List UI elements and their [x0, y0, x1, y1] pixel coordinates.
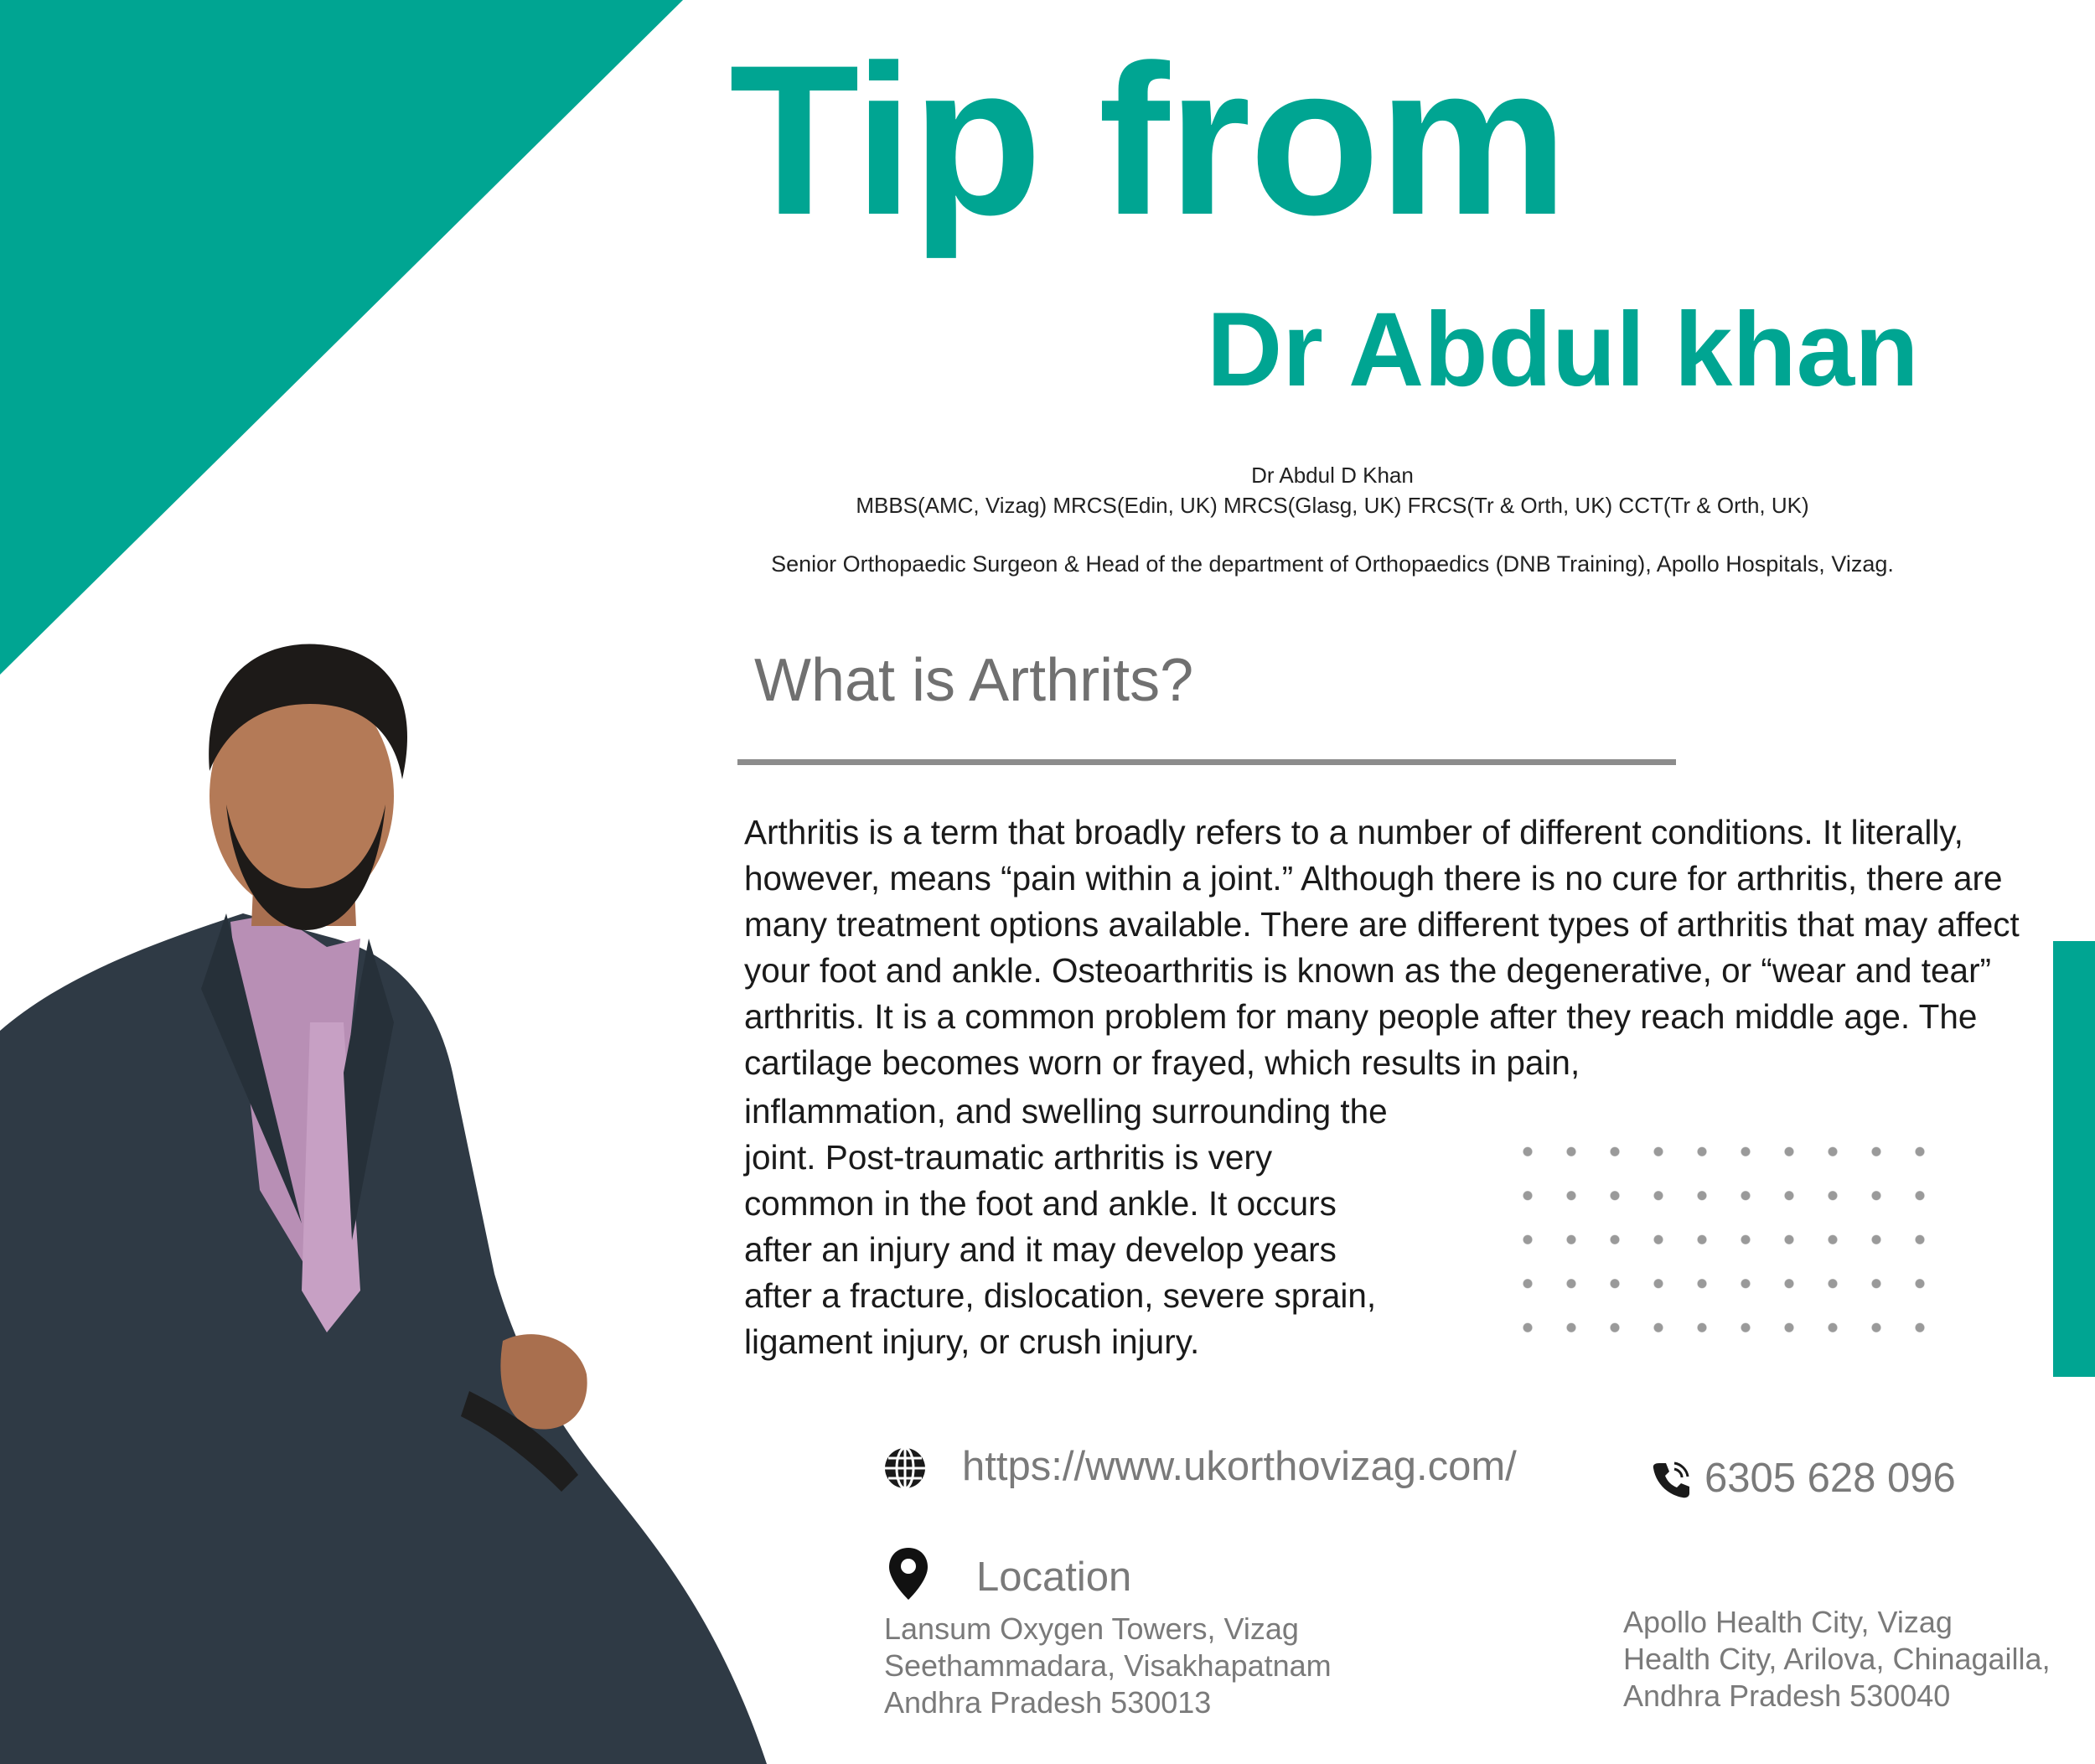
body-paragraph-1: Arthritis is a term that broadly refers to a number of different conditions. It literally, however, means “pain within a joint.” Although there is no cure for arthritis, there are many treatment options available. There are different types of arthritis that may affect your foot and ankle. Osteoarthritis is known as the degenerative, or “wear and tear” arthritis. It is a common problem for many people after they reach middle age. The cartilage becomes worn or frayed, which results in pain,	[744, 813, 2020, 1082]
doctor-full-name: Dr Abdul D Khan	[1251, 463, 1414, 488]
body-paragraph-2: inflammation, and swelling surrounding the joint. Post-traumatic arthritis is very common in the foot and ankle. It occurs after an injury and it may develop years after a fracture, dislocation, severe sprain, ligament injury, or crush injury.	[744, 1092, 1388, 1361]
corner-triangle-decoration	[0, 0, 683, 675]
location-label: Location	[976, 1554, 1132, 1600]
address-apollo	[1623, 1604, 2051, 1715]
title-tip-from: Tip from	[729, 21, 1567, 260]
address-line: Health City, Arilova, Chinagailla,	[1623, 1642, 2051, 1676]
location-pin-icon	[887, 1546, 930, 1601]
address-lansum	[884, 1611, 1332, 1721]
title-doctor-name: Dr Abdul khan	[1207, 292, 1919, 408]
address-line: Apollo Health City, Vizag	[1623, 1605, 1953, 1639]
doctor-photo	[0, 637, 779, 1764]
doctor-degrees: MBBS(AMC, Vizag) MRCS(Edin, UK) MRCS(Glasg, UK) FRCS(Tr & Orth, UK) CCT(Tr & Orth, UK)	[856, 493, 1809, 518]
section-heading: What is Arthrits?	[754, 647, 1194, 714]
phone-number[interactable]: 6305 628 096	[1704, 1456, 1956, 1501]
address-line: Seethammadara, Visakhapatnam	[884, 1648, 1332, 1683]
dot-grid-decoration	[1508, 1130, 1936, 1364]
doctor-position: Senior Orthopaedic Surgeon & Head of the department of Orthopaedics (DNB Training), Apollo Hospitals, Vizag.	[771, 551, 1894, 577]
section-divider	[737, 759, 1676, 765]
website-link[interactable]: https://www.ukorthovizag.com/	[962, 1444, 1517, 1489]
globe-icon	[882, 1446, 928, 1491]
address-line: Lansum Oxygen Towers, Vizag	[884, 1611, 1299, 1646]
address-line: Andhra Pradesh 530040	[1623, 1679, 1951, 1713]
address-line: Andhra Pradesh 530013	[884, 1685, 1212, 1720]
phone-icon	[1651, 1460, 1691, 1500]
